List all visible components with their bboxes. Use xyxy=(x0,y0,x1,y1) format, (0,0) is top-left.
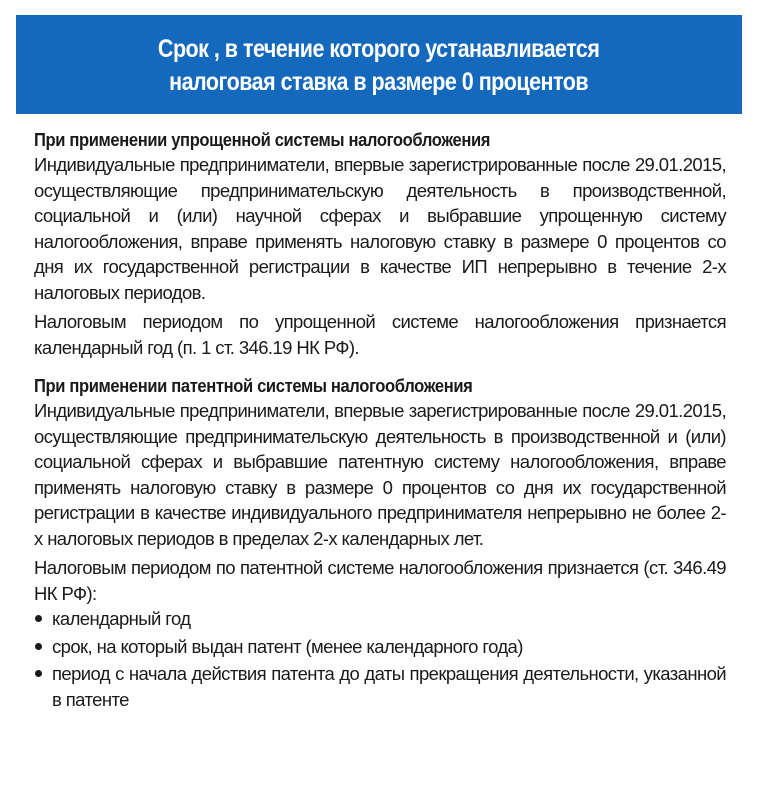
list-item-text: календарный год xyxy=(52,608,191,629)
list-item xyxy=(34,661,726,712)
psn-paragraph-2: Налоговым периодом по патентной системе налогообложения признается (ст. 346.49 НК РФ): xyxy=(34,557,726,604)
psn-paragraph-1: Индивидуальные предприниматели, впервые зарегистрированные после 29.01.2015, осуществляющие предпринимательскую деятельность в производственной и (или) социальной сферах и выбравшие патентную систему налогообложения, вправе применять налоговую ставку в размере 0 процентов со дня их государственной регистрации в качестве индивидуального предпринимателя непрерывно не более 2-х налоговых периодов в пределах 2-х календарных лет. xyxy=(34,400,726,549)
list-item-text: период с начала действия патента до даты прекращения деятельности, указанной в патенте xyxy=(52,663,726,710)
bullet-icon xyxy=(35,643,42,650)
header-banner xyxy=(16,15,742,114)
list-item-text: срок, на который выдан патент (менее календарного года) xyxy=(52,635,523,657)
bullet-icon xyxy=(35,670,42,677)
usn-paragraph-2: Налоговым периодом по упрощенной системе налогообложения признается календарный год (п. 1 ст. 346.19 НК РФ). xyxy=(34,311,726,358)
usn-paragraph-1: Индивидуальные предприниматели, впервые зарегистрированные после 29.01.2015, осуществляющие предпринимательскую деятельность в производственной, социальной и (или) научной сферах и выбравшие упрощенную систему налогообложения, вправе применять налоговую ставку в размере 0 процентов со дня их государственной регистрации в качестве ИП непрерывно в течение 2-х налоговых периодов. xyxy=(34,154,726,303)
section-title-usn: При применении упрощенной системы налогообложения xyxy=(34,130,491,150)
bullet-icon xyxy=(35,615,42,622)
header-title-line-2: налоговая ставка в размере 0 процентов xyxy=(169,67,589,96)
section-title-psn: При применении патентной системы налогообложения xyxy=(34,376,473,396)
header-title-line-1: Срок , в течение которого устанавливается xyxy=(158,34,600,63)
document-body xyxy=(34,128,726,714)
list-item xyxy=(34,634,726,660)
list-item xyxy=(34,606,726,632)
psn-period-list xyxy=(34,606,726,712)
